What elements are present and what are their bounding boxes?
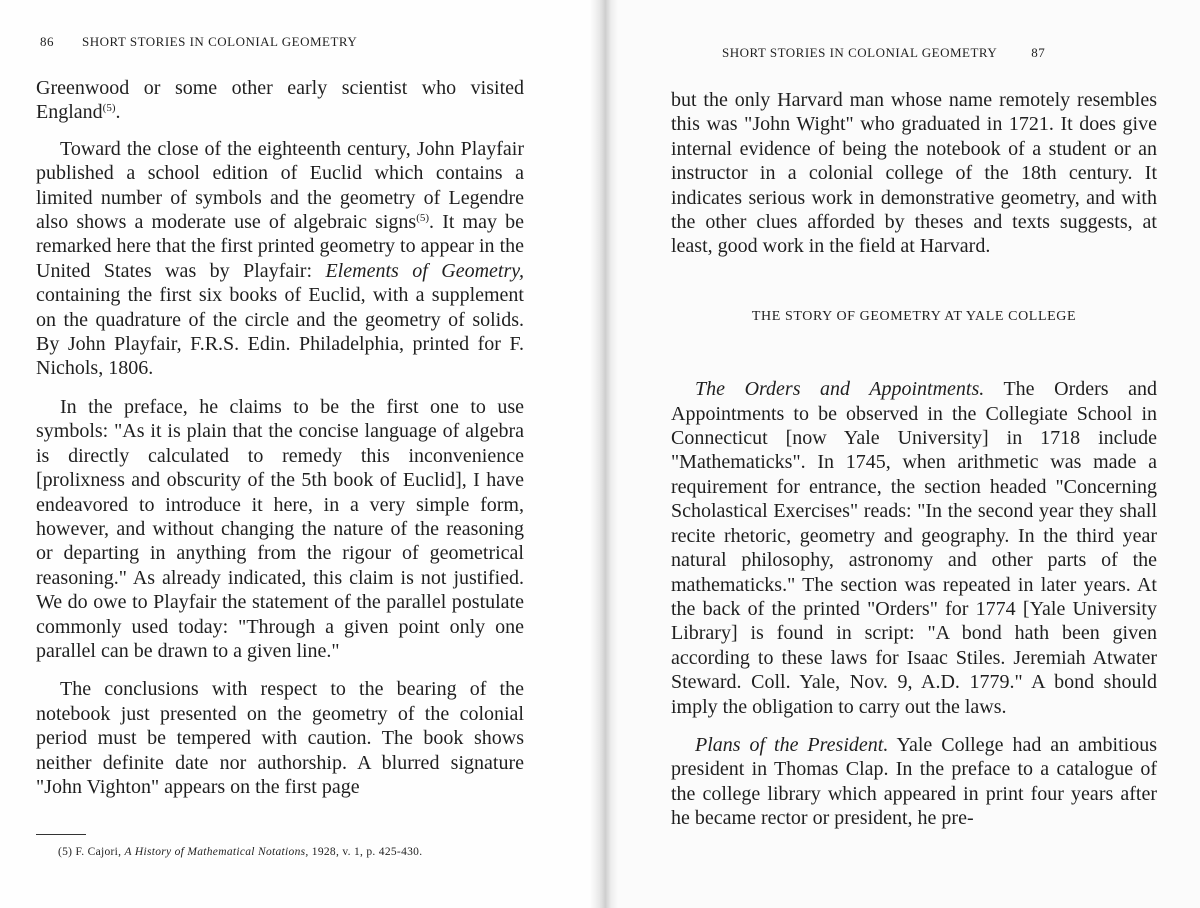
footnote-author: F. Cajori, xyxy=(75,846,122,858)
left-paragraph-1 xyxy=(36,76,524,125)
right-paragraph-2 xyxy=(671,377,1157,719)
right-running-title: SHORT STORIES IN COLONIAL GEOMETRY xyxy=(722,45,998,60)
run-in-heading-plans: Plans of the President. xyxy=(695,733,889,756)
run-in-heading-orders: The Orders and Appointments. xyxy=(695,378,985,401)
right-running-head xyxy=(722,45,1045,61)
right-paragraph-1: but the only Harvard man whose name remotely resembles this was "John Wight" who graduated in 1721. It does give internal evidence of being the notebook of a student or an instructor in a colonial college of the 18th century. It indicates serious work in demonstrative geometry, and with the other clues afforded by theses and texts suggests, at least, good work in the field at Harvard. xyxy=(671,89,1157,258)
left-paragraph-2 xyxy=(36,137,524,381)
left-p1-end: . xyxy=(115,101,121,124)
footnote xyxy=(58,846,538,858)
footnote-ref-5: (5) xyxy=(102,102,116,115)
left-body-text xyxy=(36,76,524,799)
right-paragraph-3 xyxy=(671,733,1157,831)
left-running-title: SHORT STORIES IN COLONIAL GEOMETRY xyxy=(82,34,358,49)
left-paragraph-3: In the preface, he claims to be the first one to use symbols: "As it is plain that the concise language of algebra is directly calculated to remedy this inconvenience [prolixness and obscurity of the 5th book of Euclid], I have endeavored to introduce it here, in a very simple form, however, and without changing the nature of the reasoning or departing in anything from the rigour of geometrical reasoning." As already indicated, this claim is not justified. We do owe to Playfair the statement of the parallel postulate commonly used today: "Through a given point only one parallel can be drawn to a given line." xyxy=(36,395,524,662)
section-heading: THE STORY OF GEOMETRY AT YALE COLLEGE xyxy=(751,308,1077,324)
right-p2-text: The Orders and Appointments to be observed in the Collegiate School in Connecticut [now Yale University] in 1718 include "Mathematicks". In 1745, when arithmetic was made a requirement for entrance, the section headed "Concerning Scholastical Exercises" reads: "In the second year they shall recite rhetoric, geometry and geography. In the third year natural philosophy, astronomy and other parts of the mathematicks." The section was repeated in later years. At the back of the printed "Orders" for 1774 [Yale University Library] is found in script: "A bond hath been given according to these laws for Isaac Stiles. Jeremiah Atwater Steward. Coll. Yale, Nov. 9, A.D. 1779." A bond should imply the obligation to carry out the laws. xyxy=(671,378,1157,718)
left-p2-part-a: Toward the close of the eighteenth century, John Playfair published a school edition of Euclid which contains a limited number of symbols and the geometry of Legendre also shows a moderate use of algebraic signs xyxy=(36,137,524,234)
left-p2-part-c: containing the first six books of Euclid, with a supplement on the quadrature of the circle and the geometry of solids. By John Playfair, F.R.S. Edin. Philadelphia, printed for F. Nichols, 1806. xyxy=(36,284,524,380)
left-p1-text: Greenwood or some other early scientist who visited England xyxy=(36,77,524,124)
footnote-title: A History of Mathematical Notations, xyxy=(124,846,309,858)
right-body-text xyxy=(671,88,1157,831)
footnote-rule xyxy=(36,834,86,835)
footnote-details: 1928, v. 1, p. 425-430. xyxy=(311,846,423,858)
left-paragraph-4: The conclusions with respect to the bearing of the notebook just presented on the geometry of the colonial period must be tempered with caution. The book shows neither definite date nor authorship. A blurred signature "John Vighton" appears on the first page xyxy=(36,678,524,798)
book-title-elements-of-geometry: Elements of Geometry, xyxy=(325,259,525,282)
left-page-number: 86 xyxy=(40,34,54,49)
right-page-number: 87 xyxy=(1031,45,1046,60)
footnote-ref-5b: (5) xyxy=(416,212,430,225)
left-p2-part-b: . It may be remarked here that the first printed geometry to appear in the United States was by Playfair: xyxy=(36,211,524,282)
right-p3-text: Yale College had an ambitious president in Thomas Clap. In the preface to a catalogue of the college library which appeared in print four years after he became rector or president, he pre- xyxy=(671,733,1157,830)
footnote-mark: (5) xyxy=(58,846,73,858)
right-page xyxy=(600,0,1200,908)
left-running-head xyxy=(40,34,357,50)
